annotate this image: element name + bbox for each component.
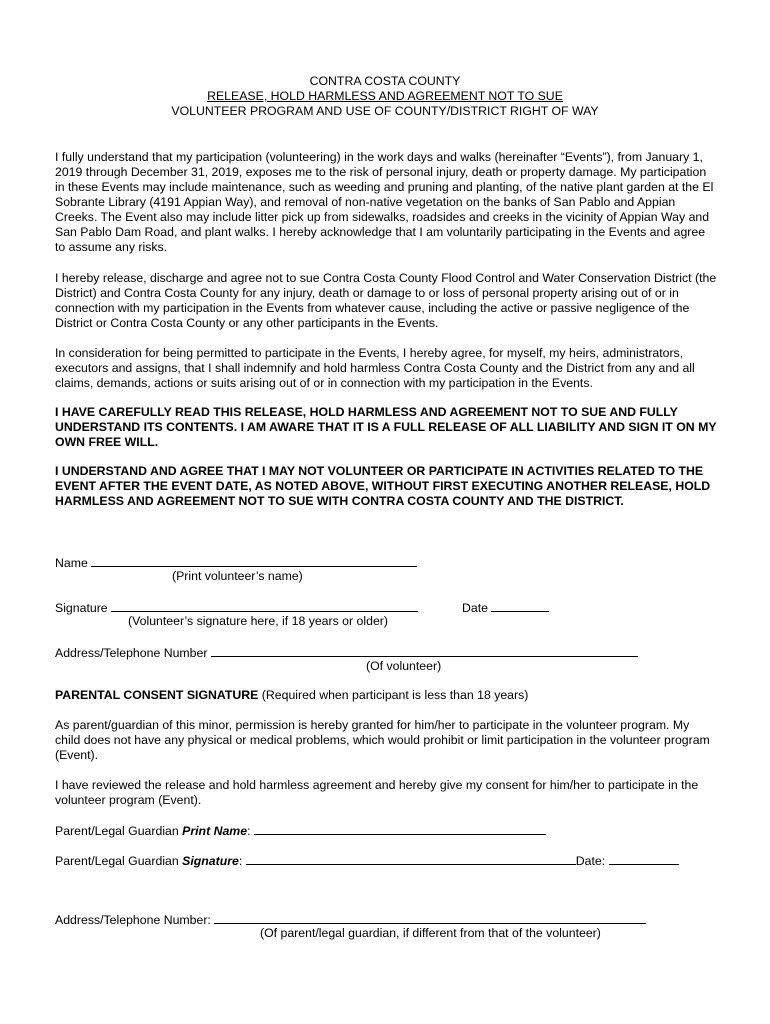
volunteer-name-field[interactable] bbox=[91, 554, 417, 567]
volunteer-name-label: Name bbox=[55, 556, 88, 570]
guardian-signature-label-b: Signature bbox=[182, 854, 239, 868]
guardian-address-caption: (Of parent/legal guardian, if different from that of the volunteer) bbox=[260, 926, 601, 940]
volunteer-signature-caption: (Volunteer’s signature here, if 18 years or older) bbox=[128, 614, 388, 628]
form-subtitle: VOLUNTEER PROGRAM AND USE OF COUNTY/DISTRICT RIGHT OF WAY bbox=[171, 104, 599, 118]
guardian-address-field[interactable] bbox=[214, 911, 646, 924]
volunteer-address-caption: (Of volunteer) bbox=[366, 659, 442, 673]
volunteer-date-row bbox=[462, 599, 549, 616]
volunteer-date-field[interactable] bbox=[491, 599, 549, 612]
volunteer-signature-field[interactable] bbox=[111, 599, 418, 612]
county-title: CONTRA COSTA COUNTY bbox=[309, 74, 461, 88]
volunteer-address-field[interactable] bbox=[211, 644, 638, 657]
risk-paragraph: I fully understand that my participation (volunteering) in the work days and walks (hereinafter “Events”), from January 1, 2019 through December 31, 2019, exposes me to the risk of personal injury, death or property damage. My participation in these Events may include maintenance, such as weeding and pruning and planting, of the native plant garden at the El Sobrante Library (4191 Appian Way), and removal of non-native vegetation on the banks of San Pablo and Appian Creeks. The Event also may include litter pick up from sidewalks, roadsides and creeks in the vicinity of Appian Way and San Pablo Dam Road, and plant walks. I hereby acknowledge that I am voluntarily participating in the Events and agree to assume any risks. bbox=[55, 150, 714, 254]
guardian-signature-label-c: : bbox=[238, 854, 243, 868]
volunteer-address-row bbox=[55, 644, 638, 661]
volunteer-date-label: Date bbox=[462, 601, 488, 615]
guardian-signature-label-a: Parent/Legal Guardian bbox=[55, 854, 183, 868]
parental-consent-heading bbox=[55, 688, 528, 703]
parental-consent-note: (Required when participant is less than 18 years) bbox=[258, 688, 529, 702]
parental-permission-paragraph: As parent/guardian of this minor, permission is hereby granted for him/her to participate in the volunteer program. My child does not have any physical or medical problems, which would prohibit or limit participation in the volunteer program (Event). bbox=[55, 718, 710, 762]
guardian-date-field[interactable] bbox=[609, 852, 679, 865]
acknowledgement-paragraph: I HAVE CAREFULLY READ THIS RELEASE, HOLD HARMLESS AND AGREEMENT NOT TO SUE AND FULLY UNDERSTAND ITS CONTENTS. I AM AWARE THAT IT IS A FULL RELEASE OF ALL LIABILITY AND SIGN IT ON MY OWN FREE WILL. bbox=[55, 405, 717, 449]
guardian-date-label: Date: bbox=[575, 854, 606, 868]
indemnify-paragraph: In consideration for being permitted to participate in the Events, I hereby agree, for myself, my heirs, administrators, executors and assigns, that I shall indemnify and hold harmless Contra Costa County and the District from any and all claims, demands, actions or suits arising out of or in connection with my participation in the Events. bbox=[55, 346, 695, 390]
volunteer-name-caption: (Print volunteer’s name) bbox=[172, 569, 303, 583]
guardian-name-label-a: Parent/Legal Guardian bbox=[55, 824, 183, 838]
guardian-name-label-c: : bbox=[247, 824, 251, 838]
guardian-name-field[interactable] bbox=[254, 822, 546, 835]
guardian-address-label: Address/Telephone Number: bbox=[55, 913, 211, 927]
guardian-signature-field[interactable] bbox=[246, 852, 576, 865]
volunteer-address-label: Address/Telephone Number bbox=[55, 646, 208, 660]
volunteer-signature-label: Signature bbox=[55, 601, 108, 615]
guardian-signature-row bbox=[55, 852, 679, 869]
form-title: RELEASE, HOLD HARMLESS AND AGREEMENT NOT TO SUE bbox=[207, 89, 563, 103]
release-paragraph: I hereby release, discharge and agree not to sue Contra Costa County Flood Control and Water Conservation District (the District) and Contra Costa County for any injury, death or damage to or loss of personal property arising out of or in connection with my participation in the Events from whatever cause, including the active or passive negligence of the District or Contra Costa County or any other participants in the Events. bbox=[55, 271, 717, 330]
guardian-name-row bbox=[55, 822, 546, 839]
form-header bbox=[0, 74, 770, 119]
understanding-paragraph: I UNDERSTAND AND AGREE THAT I MAY NOT VOLUNTEER OR PARTICIPATE IN ACTIVITIES RELATED TO THE EVENT AFTER THE EVENT DATE, AS NOTED ABOVE, WITHOUT FIRST EXECUTING ANOTHER RELEASE, HOLD HARMLESS AND AGREEMENT NOT TO SUE WITH CONTRA COSTA COUNTY AND THE DISTRICT. bbox=[55, 464, 711, 508]
parental-consent-paragraph: I have reviewed the release and hold harmless agreement and hereby give my consent for him/her to participate in the volunteer program (Event). bbox=[55, 778, 699, 807]
parental-consent-title: PARENTAL CONSENT SIGNATURE bbox=[55, 688, 259, 702]
guardian-name-label-b: Print Name bbox=[182, 824, 248, 838]
